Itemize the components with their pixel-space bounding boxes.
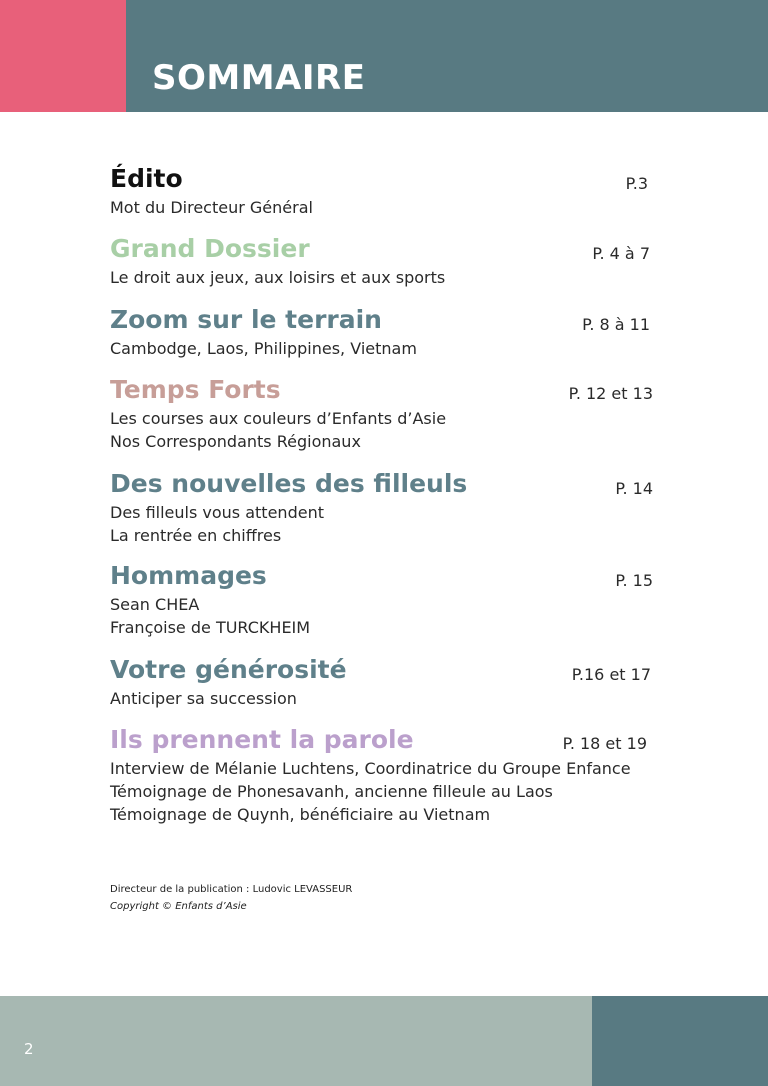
toc-entry-subtitle: La rentrée en chiffres [110,526,282,545]
toc-page-ref: P. 12 et 13 [568,384,653,403]
toc-entry-zoom-terrain [110,305,417,360]
toc-page-ref: P. 15 [615,571,653,590]
toc-entry-nouvelles-filleuls [110,469,467,547]
toc-page-ref: P. 14 [615,479,653,498]
footer-band [0,996,592,1086]
toc-entry-title: Votre générosité [110,655,347,684]
toc-entry-subtitle: Témoignage de Quynh, bénéficiaire au Vietnam [110,805,491,824]
page-title: SOMMAIRE [152,58,366,98]
toc-entry-title: Zoom sur le terrain [110,305,382,334]
toc-entry-subtitle: Témoignage de Phonesavanh, ancienne filleule au Laos [110,782,553,801]
toc-page-ref: P.3 [625,174,648,193]
toc-entry-subtitle: Anticiper sa succession [110,689,297,708]
toc-entry-subtitle: Interview de Mélanie Luchtens, Coordinatrice du Groupe Enfance [110,759,631,778]
footer-accent-block [592,996,768,1086]
toc-entry-temps-forts [110,375,446,453]
toc-page-ref: P. 8 à 11 [582,315,650,334]
toc-entry-hommages [110,561,310,639]
toc-entry-subtitle: Françoise de TURCKHEIM [110,618,311,637]
toc-entry-edito [110,164,313,219]
header-pink-block [0,0,126,112]
toc-entry-subtitle: Mot du Directeur Général [110,198,313,217]
toc-page-ref: P. 4 à 7 [592,244,650,263]
toc-page-ref: P. 18 et 19 [562,734,647,753]
toc-page-ref: P.16 et 17 [571,665,651,684]
copyright-notice: Copyright © Enfants d’Asie [110,901,247,912]
toc-entry-title: Des nouvelles des filleuls [110,469,468,498]
toc-entry-subtitle: Les courses aux couleurs d’Enfants d’Asie [110,409,447,428]
toc-entry-generosite [110,655,347,710]
toc-entry-subtitle: Des filleuls vous attendent [110,503,324,522]
publication-director: Directeur de la publication : Ludovic LEVASSEUR [110,884,353,895]
toc-entry-prennent-parole [110,725,631,826]
toc-entry-title: Édito [110,164,183,193]
toc-entry-title: Temps Forts [110,375,281,404]
toc-entry-subtitle: Cambodge, Laos, Philippines, Vietnam [110,339,417,358]
toc-entry-subtitle: Nos Correspondants Régionaux [110,432,361,451]
toc-entry-title: Grand Dossier [110,234,310,263]
page-number: 2 [24,1040,34,1058]
toc-entry-grand-dossier [110,234,445,289]
toc-entry-subtitle: Le droit aux jeux, aux loisirs et aux sports [110,268,446,287]
toc-entry-subtitle: Sean CHEA [110,595,200,614]
toc-entry-title: Ils prennent la parole [110,725,414,754]
toc-entry-title: Hommages [110,561,267,590]
